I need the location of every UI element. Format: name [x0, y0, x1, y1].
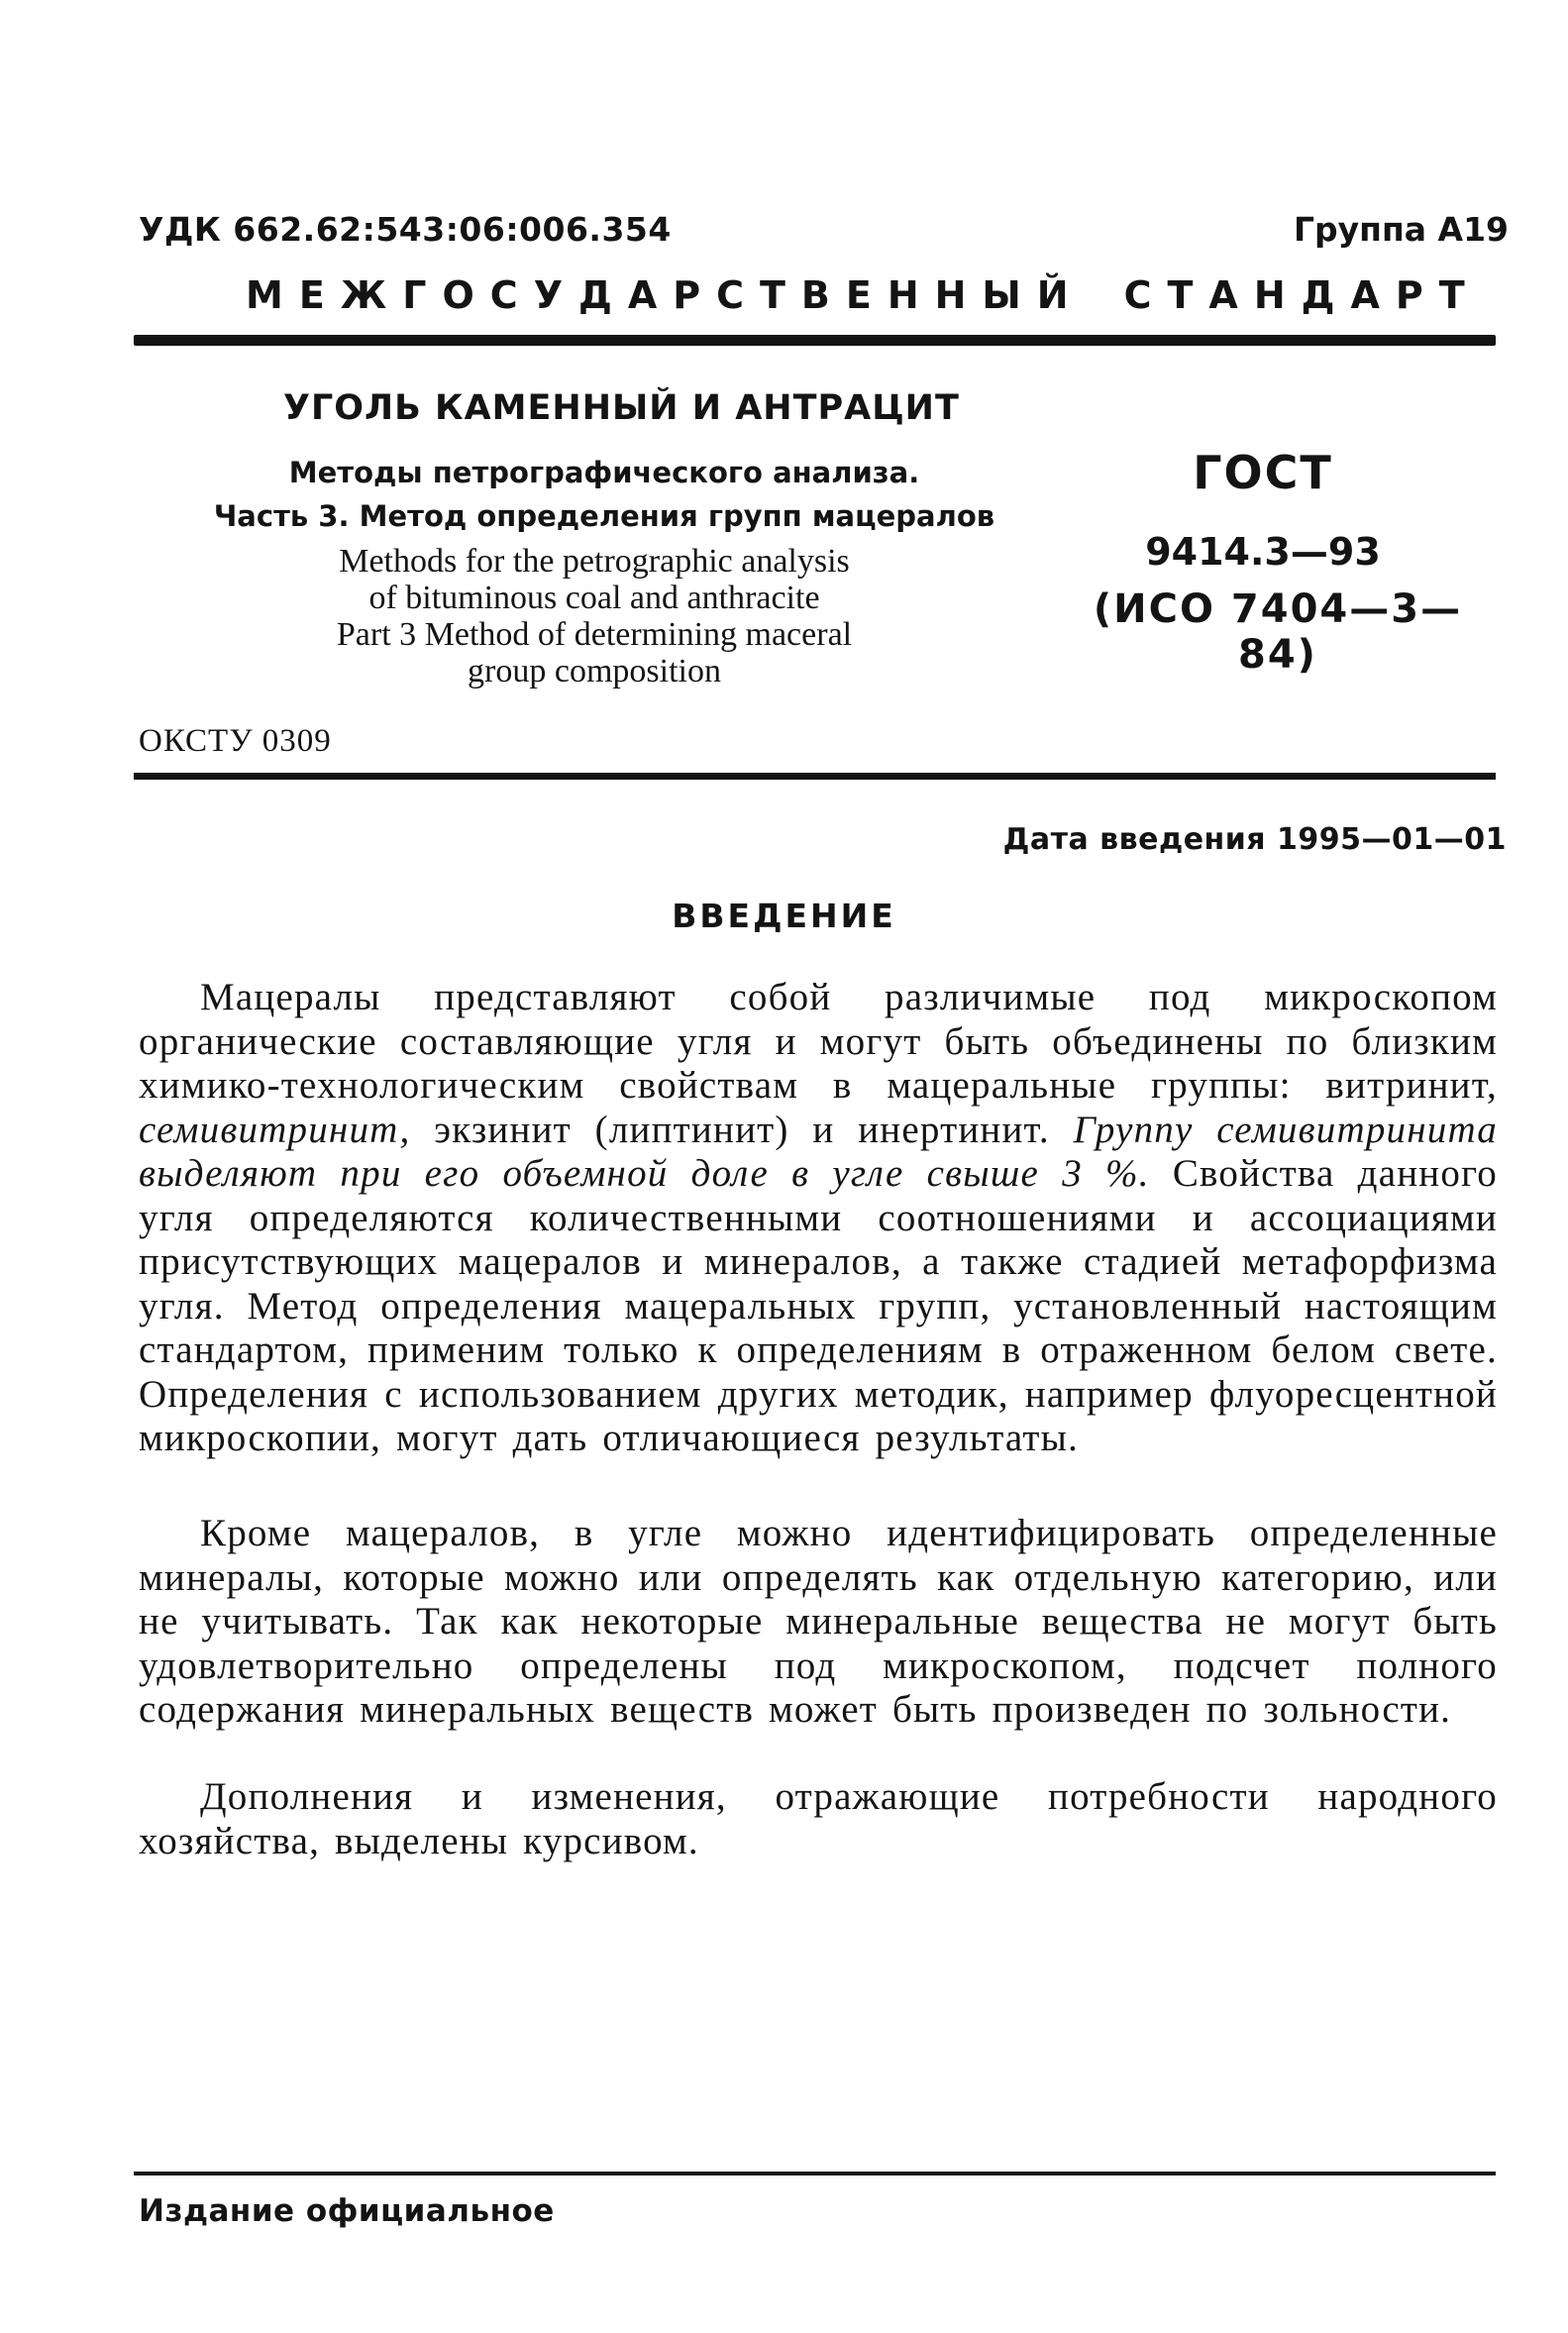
top-divider [134, 335, 1496, 346]
paragraph-1-text-a: Мацералы представляют собой различимые под микроскопом органические составляющие угля и могут быть объединены по близким химико-технологическим свойствам в мацеральные группы: витринит, [139, 976, 1498, 1107]
paragraph-2 [139, 1512, 1498, 1733]
edition-note: Издание официальное [139, 2193, 555, 2229]
paragraph-3-text: Дополнения и изменения, отражающие потребности народного хозяйства, выделены курсивом. [139, 1775, 1498, 1862]
english-title [238, 543, 951, 689]
gost-number: 9414.3—93 [1145, 530, 1381, 574]
english-title-line-1: Methods for the petrographic analysis [339, 543, 850, 580]
paragraph-3 [139, 1775, 1498, 1863]
english-title-line-2: of bituminous coal and anthracite [368, 580, 820, 616]
paragraph-1 [139, 976, 1498, 1461]
russian-subtitle [208, 451, 1000, 538]
introduction-date: Дата введения 1995—01—01 [1002, 822, 1507, 857]
gost-label: ГОСТ [1193, 446, 1333, 499]
standard-banner [246, 273, 1481, 317]
title-block-divider [134, 773, 1496, 780]
udk-code: УДК 662.62:543:06:006.354 [139, 210, 672, 249]
document-title: УГОЛЬ КАМЕННЫЙ И АНТРАЦИТ [283, 388, 960, 428]
banner-left: МЕЖГОСУДАРСТВЕННЫЙ [246, 273, 1085, 317]
footer-divider [134, 2172, 1496, 2175]
oksty-code: ОКСТУ 0309 [139, 723, 332, 759]
iso-number: (ИСО 7404—3—84) [1093, 586, 1463, 678]
banner-right: СТАНДАРТ [1123, 273, 1481, 317]
paragraph-2-text: Кроме мацералов, в угле можно идентифицировать определенные минералы, которые можно или определять как отдельную категорию, или не учитывать. Так как некоторые минеральные вещества не могут быть удовлетворительно определены под микроскопом, подсчет полного содержания минеральных веществ может быть произведен по зольности. [139, 1512, 1498, 1731]
english-title-line-3: Part 3 Method of determining maceral [336, 616, 853, 653]
paragraph-1-text-c: экзинит (липтинит) и инертинит. [410, 1108, 1074, 1151]
russian-subtitle-line-2: Часть 3. Метод определения групп мацералов [213, 499, 995, 533]
group-code: Группа А19 [1294, 210, 1509, 249]
paragraph-1-text-e: Свойства данного угля определяются количественными соотношениями и ассоциациями присутствующих мацералов и минералов, а также стадией метафорфизма угля. Метод определения мацеральных групп, установленный настоящим стандартом, применим только к определениям в отраженном белом свете. Определения с использованием других методик, например флуоресцентной микроскопии, могут дать отличающиеся результаты. [139, 1152, 1498, 1459]
english-title-line-4: group composition [468, 653, 721, 689]
paragraph-1-italic-d: Группу семивитринита выделяют при его объемной доле в угле свыше 3 %. [139, 1108, 1499, 1195]
section-heading: ВВЕДЕНИЕ [672, 897, 896, 935]
paragraph-1-italic-b: семивитринит, [139, 1108, 411, 1151]
russian-subtitle-line-1: Методы петрографического анализа. [288, 456, 920, 489]
